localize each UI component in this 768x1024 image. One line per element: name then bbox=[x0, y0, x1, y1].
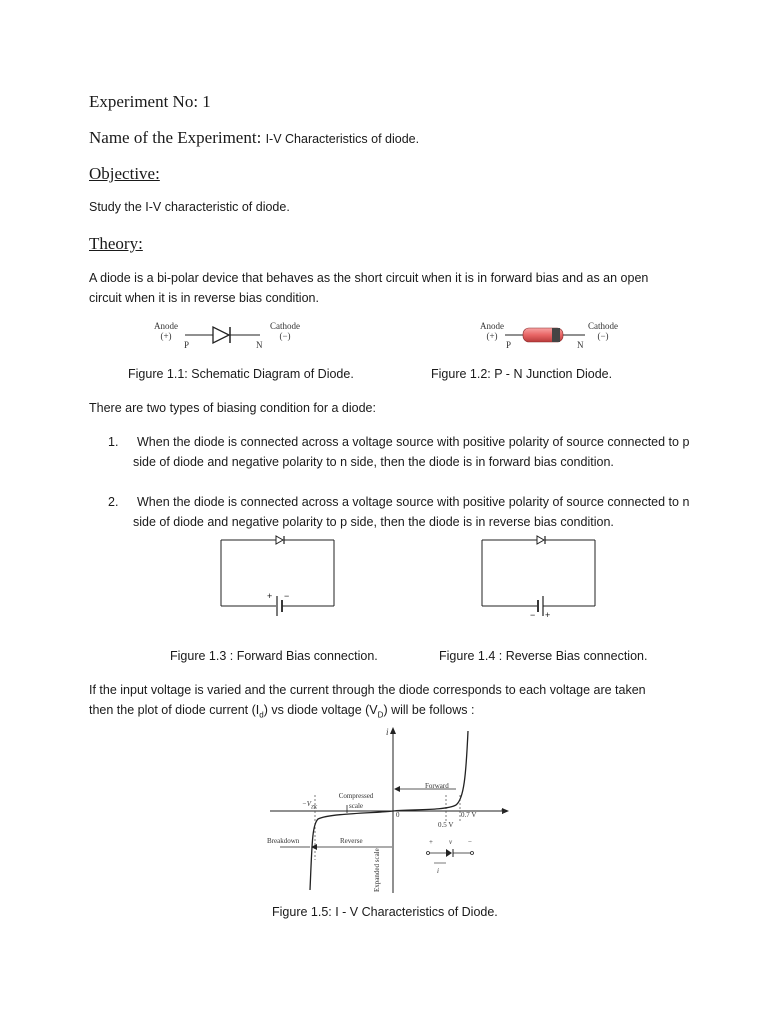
experiment-name-value: I-V Characteristics of diode. bbox=[265, 132, 420, 146]
list-item-1-number: 1. bbox=[108, 435, 119, 449]
fig1-cathode-label bbox=[262, 321, 308, 341]
objective-text: Study the I-V characteristic of diode. bbox=[89, 200, 290, 214]
fig5-0-5v-label: 0.5 V bbox=[438, 821, 454, 829]
fig3-caption: Figure 1.3 : Forward Bias connection. bbox=[170, 649, 378, 663]
fig1-anode-text: Anode bbox=[154, 321, 178, 331]
theory-heading: Theory: bbox=[89, 234, 143, 253]
fig2-anode-text: Anode bbox=[480, 321, 504, 331]
fig2-cathode-text: Cathode bbox=[588, 321, 618, 331]
fig5-vzk-text: −V bbox=[302, 800, 311, 808]
theory-paragraph: A diode is a bi-polar device that behaves as the short circuit when it is in forward bias and as an open circuit when it is in reverse bias condition. bbox=[89, 271, 649, 305]
fig5-i-small-label: i bbox=[437, 867, 439, 875]
fig4-plus: + bbox=[545, 610, 551, 620]
fig5-vzk-label bbox=[302, 799, 317, 813]
fig1-caption: Figure 1.1: Schematic Diagram of Diode. bbox=[128, 367, 354, 381]
fig5-caption: Figure 1.5: I - V Characteristics of Diode. bbox=[272, 905, 498, 919]
fig2-p-label: P bbox=[506, 340, 512, 350]
plot-intro-text-b: ) vs diode voltage (V bbox=[263, 703, 378, 717]
fig5-expanded-label bbox=[372, 804, 382, 892]
list-item-1-text: When the diode is connected across a voltage source with positive polarity of source connected to p side of diode and negative polarity to n side, then the diode is in forward bias condition. bbox=[133, 435, 690, 469]
fig1-anode-sign: (+) bbox=[160, 331, 172, 341]
fig3-plus: + bbox=[267, 591, 273, 601]
fig5-plus-label: + bbox=[429, 838, 433, 846]
biasing-intro: There are two types of biasing condition for a diode: bbox=[89, 401, 376, 415]
fig5-expanded-text: Expanded scale bbox=[373, 848, 381, 892]
plot-intro-line-2 bbox=[89, 703, 474, 720]
fig5-0-7v-label: 0.7 V bbox=[461, 811, 477, 819]
i-axis-arrow bbox=[390, 727, 396, 734]
plot-intro-sub-d: d bbox=[259, 710, 264, 720]
fig4-minus: − bbox=[530, 610, 536, 620]
experiment-name-heading bbox=[89, 128, 419, 148]
fig3-minus: − bbox=[284, 591, 290, 601]
fig5-zero-label: 0 bbox=[396, 811, 400, 819]
fig2-cathode-label bbox=[580, 321, 626, 341]
fig1-cathode-text: Cathode bbox=[270, 321, 300, 331]
fig1-p-label: P bbox=[184, 340, 190, 350]
fig5-vzk-sub: ZK bbox=[311, 805, 318, 811]
fig1-anode-label bbox=[145, 321, 187, 341]
forward-bias-circuit bbox=[220, 534, 336, 610]
experiment-name-label: Name of the Experiment: bbox=[89, 128, 262, 147]
fig5-i-axis-label: i bbox=[386, 727, 389, 737]
fig2-caption: Figure 1.2: P - N Junction Diode. bbox=[431, 367, 613, 381]
experiment-heading: Experiment No: 1 bbox=[89, 92, 211, 111]
fig5-compressed-2: scale bbox=[349, 802, 363, 810]
fig5-reverse-label: Reverse bbox=[340, 837, 363, 845]
fig5-compressed-1: Compressed bbox=[338, 792, 374, 800]
list-item-2-text: When the diode is connected across a voltage source with positive polarity of source connected to n side of diode and negative polarity to p side, then the diode is in reverse bias condition. bbox=[133, 495, 690, 529]
fig2-n-label: N bbox=[577, 340, 584, 350]
fig4-caption: Figure 1.4 : Reverse Bias connection. bbox=[439, 649, 648, 663]
iv-characteristic-plot bbox=[260, 725, 520, 895]
fig2-cathode-sign: (−) bbox=[597, 331, 609, 341]
plot-intro-line-1: If the input voltage is varied and the current through the diode corresponds to each voltage are taken bbox=[89, 683, 646, 697]
fig5-v-small-label: v bbox=[449, 838, 453, 846]
objective-heading: Objective: bbox=[89, 164, 160, 183]
plot-intro-text-a: then the plot of diode current (I bbox=[89, 703, 260, 717]
fig1-n-label: N bbox=[256, 340, 263, 350]
fig5-forward-label: Forward bbox=[425, 782, 449, 790]
fig5-breakdown-label: Breakdown bbox=[267, 837, 300, 845]
plot-intro-text-c: ) will be follows : bbox=[383, 703, 475, 717]
plot-intro-sub-D: D bbox=[377, 710, 384, 720]
fig5-v-axis-label: v bbox=[501, 806, 505, 816]
reverse-bias-circuit bbox=[481, 534, 597, 610]
fig2-anode-sign: (+) bbox=[486, 331, 498, 341]
list-item-2-number: 2. bbox=[108, 495, 119, 509]
fig5-minus-label: − bbox=[468, 838, 472, 846]
fig1-cathode-sign: (−) bbox=[279, 331, 291, 341]
